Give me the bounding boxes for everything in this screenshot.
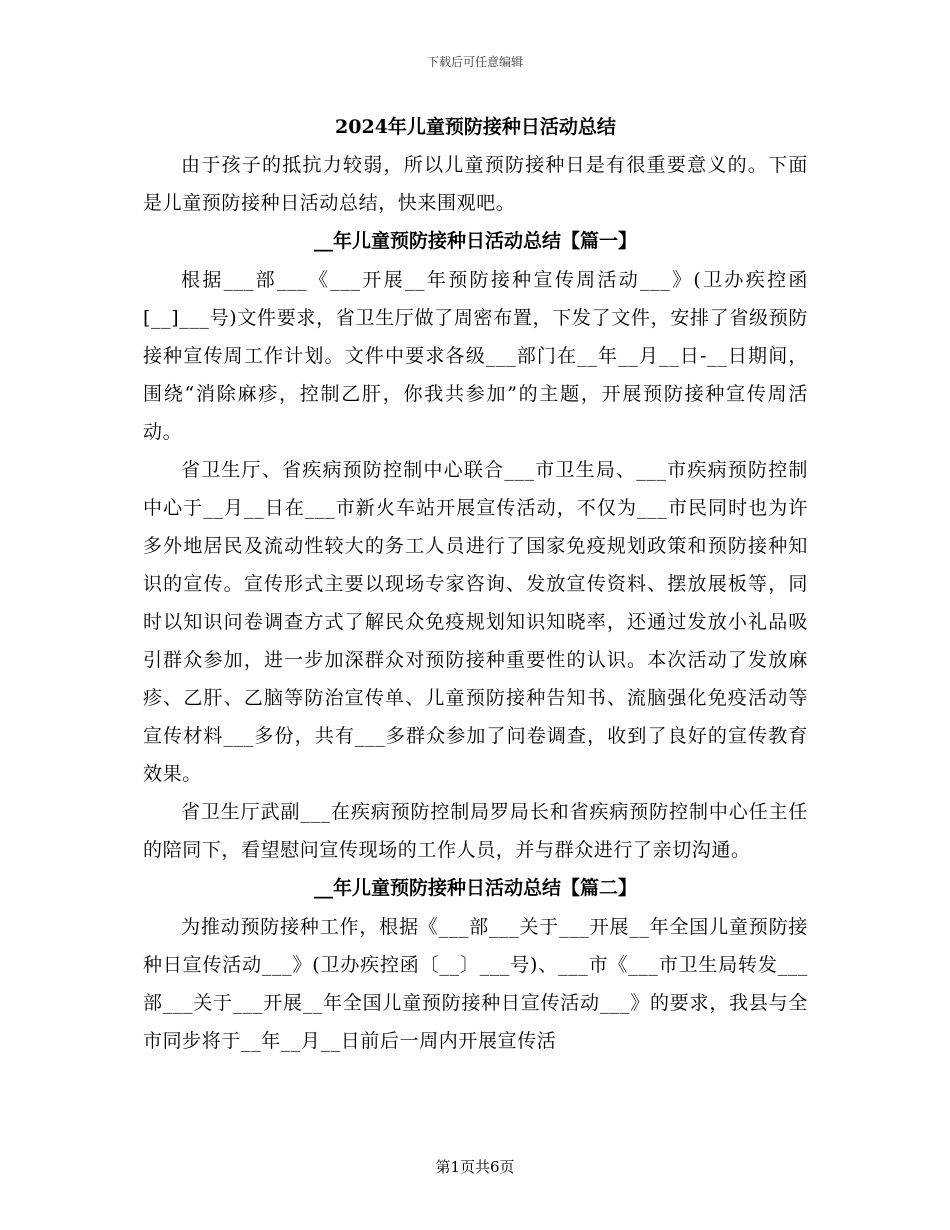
section-heading-1: __年儿童预防接种日活动总结【篇一】 xyxy=(313,230,637,252)
section-1-paragraph-1: 根据___部___《___开展__年预防接种宣传周活动___》(卫办疾控函[__]___号)文件要求，省卫生厅做了周密布置，下发了文件，安排了省级预防接种宣传周工作计划。文件中要求各级___部门在__年__月__日-__日期间，围绕“消除麻疹，控制乙肝，你我共参加”的主题，开展预防接种宣传周活动。 xyxy=(143,269,808,443)
section-heading-2: __年儿童预防接种日活动总结【篇二】 xyxy=(313,877,637,899)
page-number: 第1页共6页 xyxy=(435,1158,515,1176)
section-2-paragraph-1: 为推动预防接种工作，根据《___部___关于___开展__年全国儿童预防接种日宣传活动___》(卫办疾控函〔__〕___号)、___市《___市卫生局转发___部___关于___开展__年全国儿童预防接种日宣传活动___》的要求，我县与全市同步将于__年__月__日前后一周内开展宣传活 xyxy=(143,916,808,1052)
header-note: 下载后可任意编辑 xyxy=(426,55,523,69)
document-title: 2024年儿童预防接种日活动总结 xyxy=(335,116,616,138)
document-body xyxy=(143,108,808,1060)
intro-paragraph: 由于孩子的抵抗力较弱，所以儿童预防接种日是有很重要意义的。下面是儿童预防接种日活动总结，快来围观吧。 xyxy=(143,154,808,214)
section-1-paragraph-2: 省卫生厅、省疾病预防控制中心联合___市卫生局、___市疾病预防控制中心于__月__日在___市新火车站开展宣传活动，不仅为___市民同时也为许多外地居民及流动性较大的务工人员进行了国家免疫规划政策和预防接种知识的宣传。宣传形式主要以现场专家咨询、发放宣传资料、摆放展板等，同时以知识问卷调查方式了解民众免疫规划知识知晓率，还通过发放小礼品吸引群众参加，进一步加深群众对预防接种重要性的认识。本次活动了发放麻疹、乙肝、乙脑等防治宣传单、儿童预防接种告知书、流脑强化免疫活动等宣传材料___多份，共有___多群众参加了问卷调查，收到了良好的宣传教育效果。 xyxy=(143,459,808,785)
section-1-paragraph-3: 省卫生厅武副___在疾病预防控制局罗局长和省疾病预防控制中心任主任的陪同下，看望慰问宣传现场的工作人员，并与群众进行了亲切沟通。 xyxy=(143,801,808,861)
page-footer xyxy=(0,1156,950,1177)
